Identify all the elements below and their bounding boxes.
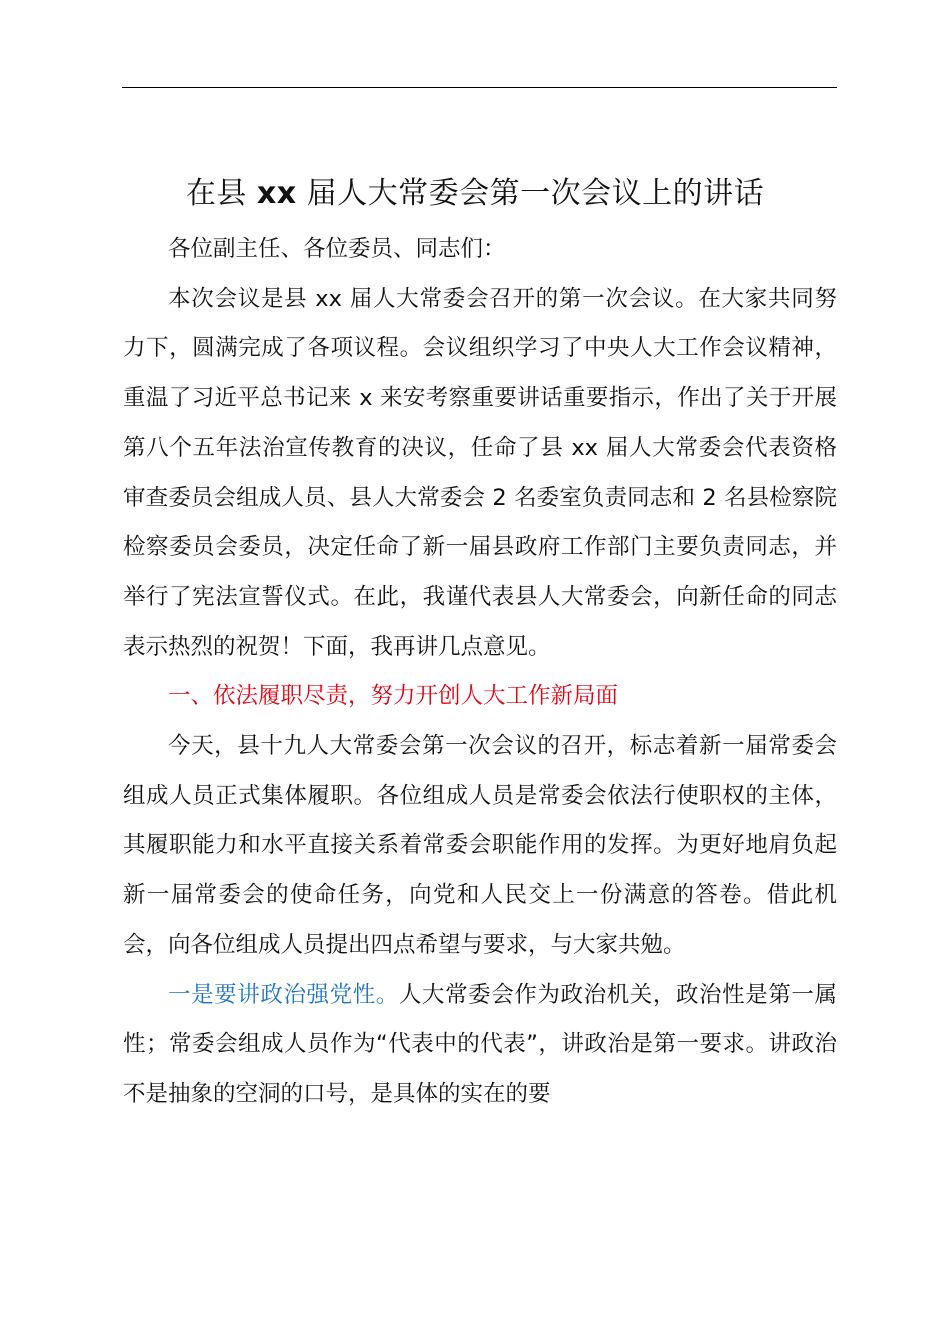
point-1-paragraph [123,971,837,1120]
document-body [123,225,837,1120]
document-title [0,170,950,218]
point-1-lead: 一是要讲政治强党性。 [168,981,399,1008]
point-1-text: 人大常委会作为政治机关，政治性是第一属性；常委会组成人员作为“代表中的代表”，讲政治是第一要求。讲政治不是抽象的空洞的口号，是具体的实在的要 [123,981,837,1107]
salutation: 各位副主任、各位委员、同志们： [168,236,506,262]
header-rule [122,87,837,88]
title-bold-xx: xx [256,176,297,212]
title-part-1: 在县 [185,176,257,212]
section-1-heading: 一、依法履职尽责，努力开创人大工作新局面 [168,683,619,710]
title-part-2: 届人大常委会第一次会议上的讲话 [296,176,765,212]
paragraph-1: 本次会议是县 xx 届人大常委会召开的第一次会议。在大家共同努力下，圆满完成了各项议程。会议组织学习了中央人大工作会议精神，重温了习近平总书记来 x 来安考察重要讲话重要指示，作出了关于开展第八个五年法治宣传教育的决议，任命了县 xx 届人大常委会代表资格审查委员会组成人员、县人大常委会 2 名委室负责同志和 2 名县检察院检察委员会委员，决定任命了新一届县政府工作部门主要负责同志，并举行了宪法宣誓仪式。在此，我谨代表县人大常委会，向新任命的同志表示热烈的祝贺！下面，我再讲几点意见。 [123,285,837,660]
paragraph-2: 今天，县十九人大常委会第一次会议的召开，标志着新一届常委会组成人员正式集体履职。各位组成人员是常委会依法行使职权的主体，其履职能力和水平直接关系着常委会职能作用的发挥。为更好地肩负起新一届常委会的使命任务，向党和人民交上一份满意的答卷。借此机会，向各位组成人员提出四点希望与要求，与大家共勉。 [123,733,837,958]
